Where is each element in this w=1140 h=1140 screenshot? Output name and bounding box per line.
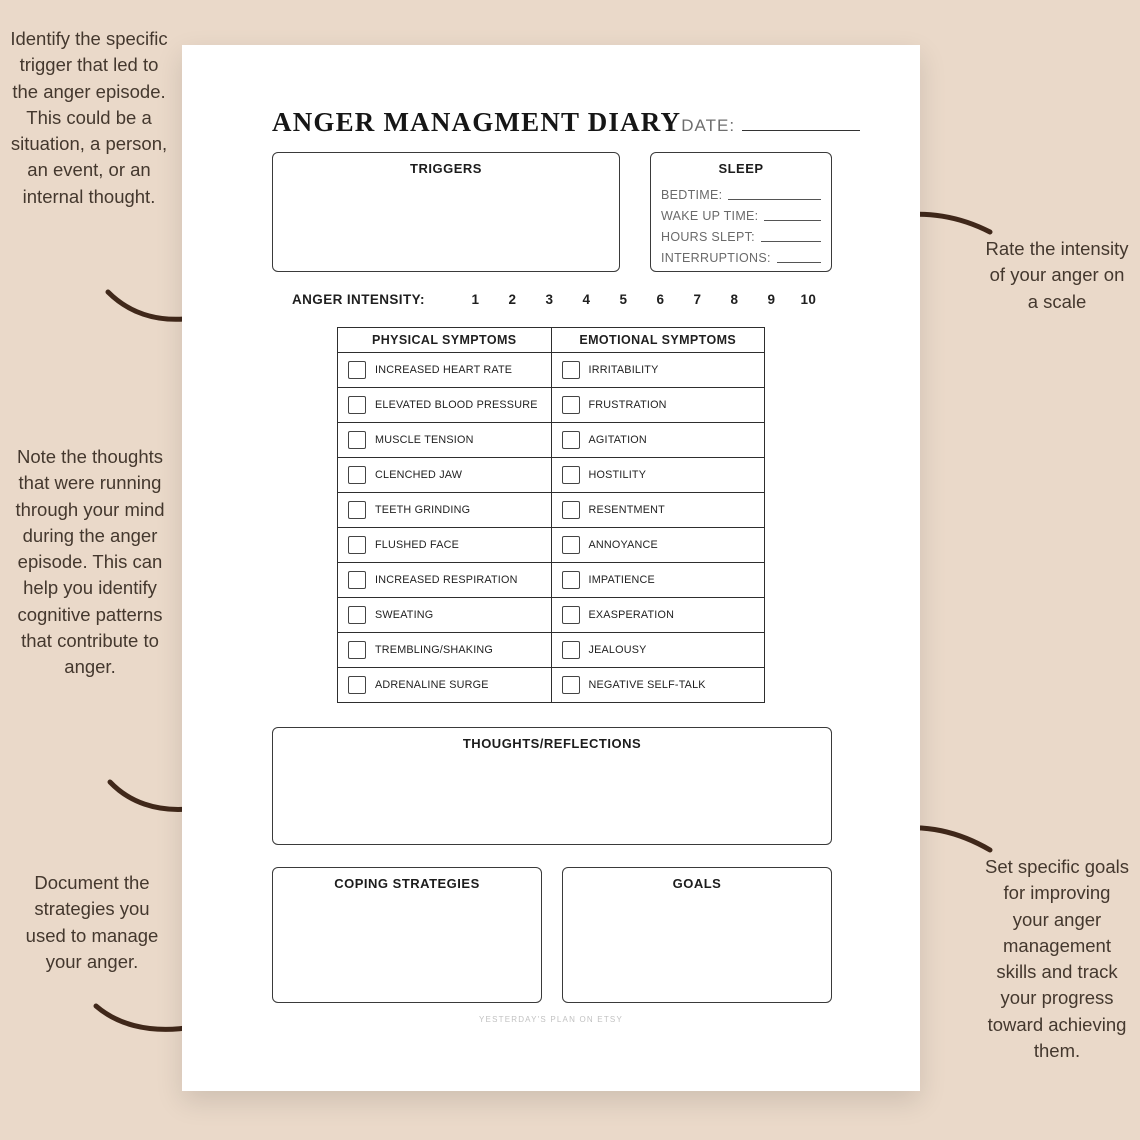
checkbox [348, 676, 366, 694]
checkbox [348, 431, 366, 449]
physical-symptoms-header: PHYSICAL SYMPTOMS [338, 328, 552, 353]
checkbox [348, 641, 366, 659]
checkbox [562, 466, 580, 484]
sleep-field-interruptions [661, 244, 821, 265]
scale-number-6: 6 [656, 292, 665, 307]
annotation-thoughts-note: Note the thoughts that were running through your mind during the anger episode. This can help you identify cognitive patterns that contribute to anger. [15, 446, 165, 678]
annotation-trigger-note: Identify the specific trigger that led to the anger episode. This could be a situation, a person, an event, or an internal thought. [10, 28, 168, 207]
symptom-cell [338, 458, 552, 493]
triggers-box [272, 152, 620, 272]
symptom-label: TEETH GRINDING [375, 503, 471, 516]
sleep-field-hours-slept [661, 223, 821, 244]
symptom-cell [551, 493, 765, 528]
checkbox [562, 641, 580, 659]
sleep-field-label: BEDTIME: [661, 188, 723, 202]
checkbox [562, 571, 580, 589]
sleep-field-bedtime [661, 181, 821, 202]
symptom-row [338, 458, 765, 493]
checkbox [562, 501, 580, 519]
date-label: DATE: [681, 116, 736, 135]
sleep-fields [651, 176, 831, 265]
symptom-label: ADRENALINE SURGE [375, 678, 489, 691]
blank-line [761, 241, 821, 242]
diary-page [182, 45, 920, 1091]
symptom-row [338, 353, 765, 388]
scale-number-9: 9 [767, 292, 776, 307]
symptom-cell [551, 458, 765, 493]
coping-strategies-box [272, 867, 542, 1003]
blank-line [764, 220, 821, 221]
anger-intensity-scale [457, 292, 827, 307]
scale-number-1: 1 [471, 292, 480, 307]
sleep-field-label: INTERRUPTIONS: [661, 251, 771, 265]
symptom-label: SWEATING [375, 608, 434, 621]
goals-box [562, 867, 832, 1003]
symptom-cell [551, 563, 765, 598]
checkbox [348, 396, 366, 414]
checkbox [562, 606, 580, 624]
symptom-cell [338, 598, 552, 633]
scale-number-3: 3 [545, 292, 554, 307]
checkbox [562, 431, 580, 449]
symptom-row [338, 668, 765, 703]
shop-credit: YESTERDAY'S PLAN ON ETSY [479, 1015, 623, 1024]
symptom-cell [338, 668, 552, 703]
sleep-box [650, 152, 832, 272]
symptom-cell [551, 668, 765, 703]
thoughts-reflections-box [272, 727, 832, 845]
symptom-label: FRUSTRATION [588, 398, 667, 411]
symptom-cell [338, 633, 552, 668]
symptom-cell [551, 633, 765, 668]
annotation-intensity-note: Rate the intensity of your anger on a scale [985, 238, 1129, 312]
symptom-cell [551, 353, 765, 388]
symptom-label: INCREASED HEART RATE [375, 363, 513, 376]
symptom-cell [338, 493, 552, 528]
symptom-label: ELEVATED BLOOD PRESSURE [375, 398, 538, 411]
scale-number-4: 4 [582, 292, 591, 307]
checkbox [348, 361, 366, 379]
symptom-label: IMPATIENCE [588, 573, 655, 586]
annotation-goals-note: Set specific goals for improving your anger management skills and track your progress toward achieving them. [985, 856, 1129, 1061]
symptom-cell [338, 353, 552, 388]
scale-number-7: 7 [693, 292, 702, 307]
symptom-row [338, 493, 765, 528]
coping-title: COPING STRATEGIES [334, 876, 480, 891]
scale-number-2: 2 [508, 292, 517, 307]
symptom-label: IRRITABILITY [588, 363, 659, 376]
symptom-label: ANNOYANCE [588, 538, 658, 551]
page-title: ANGER MANAGMENT DIARY [272, 107, 682, 137]
sleep-field-wake-up [661, 202, 821, 223]
blank-line [777, 262, 821, 263]
annotation-coping-note: Document the strategies you used to manage your anger. [25, 872, 159, 972]
symptom-cell [551, 388, 765, 423]
symptom-label: JEALOUSY [588, 643, 647, 656]
symptom-cell [551, 423, 765, 458]
symptom-row [338, 563, 765, 598]
symptom-label: AGITATION [588, 433, 647, 446]
scale-number-10: 10 [800, 292, 817, 307]
emotional-symptoms-header: EMOTIONAL SYMPTOMS [551, 328, 765, 353]
symptom-cell [338, 528, 552, 563]
anger-intensity-row [292, 292, 827, 307]
symptom-label: TREMBLING/SHAKING [375, 643, 493, 656]
sleep-title: SLEEP [718, 161, 764, 176]
sleep-field-label: HOURS SLEPT: [661, 230, 755, 244]
blank-line [728, 199, 821, 200]
symptom-row [338, 633, 765, 668]
checkbox [348, 466, 366, 484]
checkbox [348, 571, 366, 589]
checkbox [562, 396, 580, 414]
symptom-label: EXASPERATION [588, 608, 675, 621]
goals-title: GOALS [672, 876, 722, 891]
symptom-cell [551, 598, 765, 633]
checkbox [348, 606, 366, 624]
page-header [272, 107, 832, 138]
checkbox [562, 361, 580, 379]
scale-number-8: 8 [730, 292, 739, 307]
anger-intensity-label: ANGER INTENSITY: [292, 292, 425, 307]
scale-number-5: 5 [619, 292, 628, 307]
symptom-label: FLUSHED FACE [375, 538, 459, 551]
symptom-label: MUSCLE TENSION [375, 433, 474, 446]
symptom-cell [338, 423, 552, 458]
symptom-label: CLENCHED JAW [375, 468, 463, 481]
symptom-label: RESENTMENT [588, 503, 665, 516]
sleep-field-label: WAKE UP TIME: [661, 209, 759, 223]
thoughts-title: THOUGHTS/REFLECTIONS [462, 736, 642, 751]
symptoms-header-row [338, 328, 765, 353]
symptom-row [338, 598, 765, 633]
symptom-row [338, 423, 765, 458]
symptom-cell [338, 388, 552, 423]
symptom-cell [338, 563, 552, 598]
checkbox [348, 536, 366, 554]
checkbox [562, 536, 580, 554]
symptoms-table [337, 327, 765, 703]
symptom-label: NEGATIVE SELF-TALK [588, 678, 706, 691]
symptom-cell [551, 528, 765, 563]
checkbox [562, 676, 580, 694]
checkbox [348, 501, 366, 519]
triggers-title: TRIGGERS [410, 161, 482, 176]
symptom-label: INCREASED RESPIRATION [375, 573, 518, 586]
date-field [681, 114, 860, 136]
symptom-row [338, 388, 765, 423]
symptom-label: HOSTILITY [588, 468, 647, 481]
symptom-row [338, 528, 765, 563]
date-blank-line [742, 114, 860, 131]
